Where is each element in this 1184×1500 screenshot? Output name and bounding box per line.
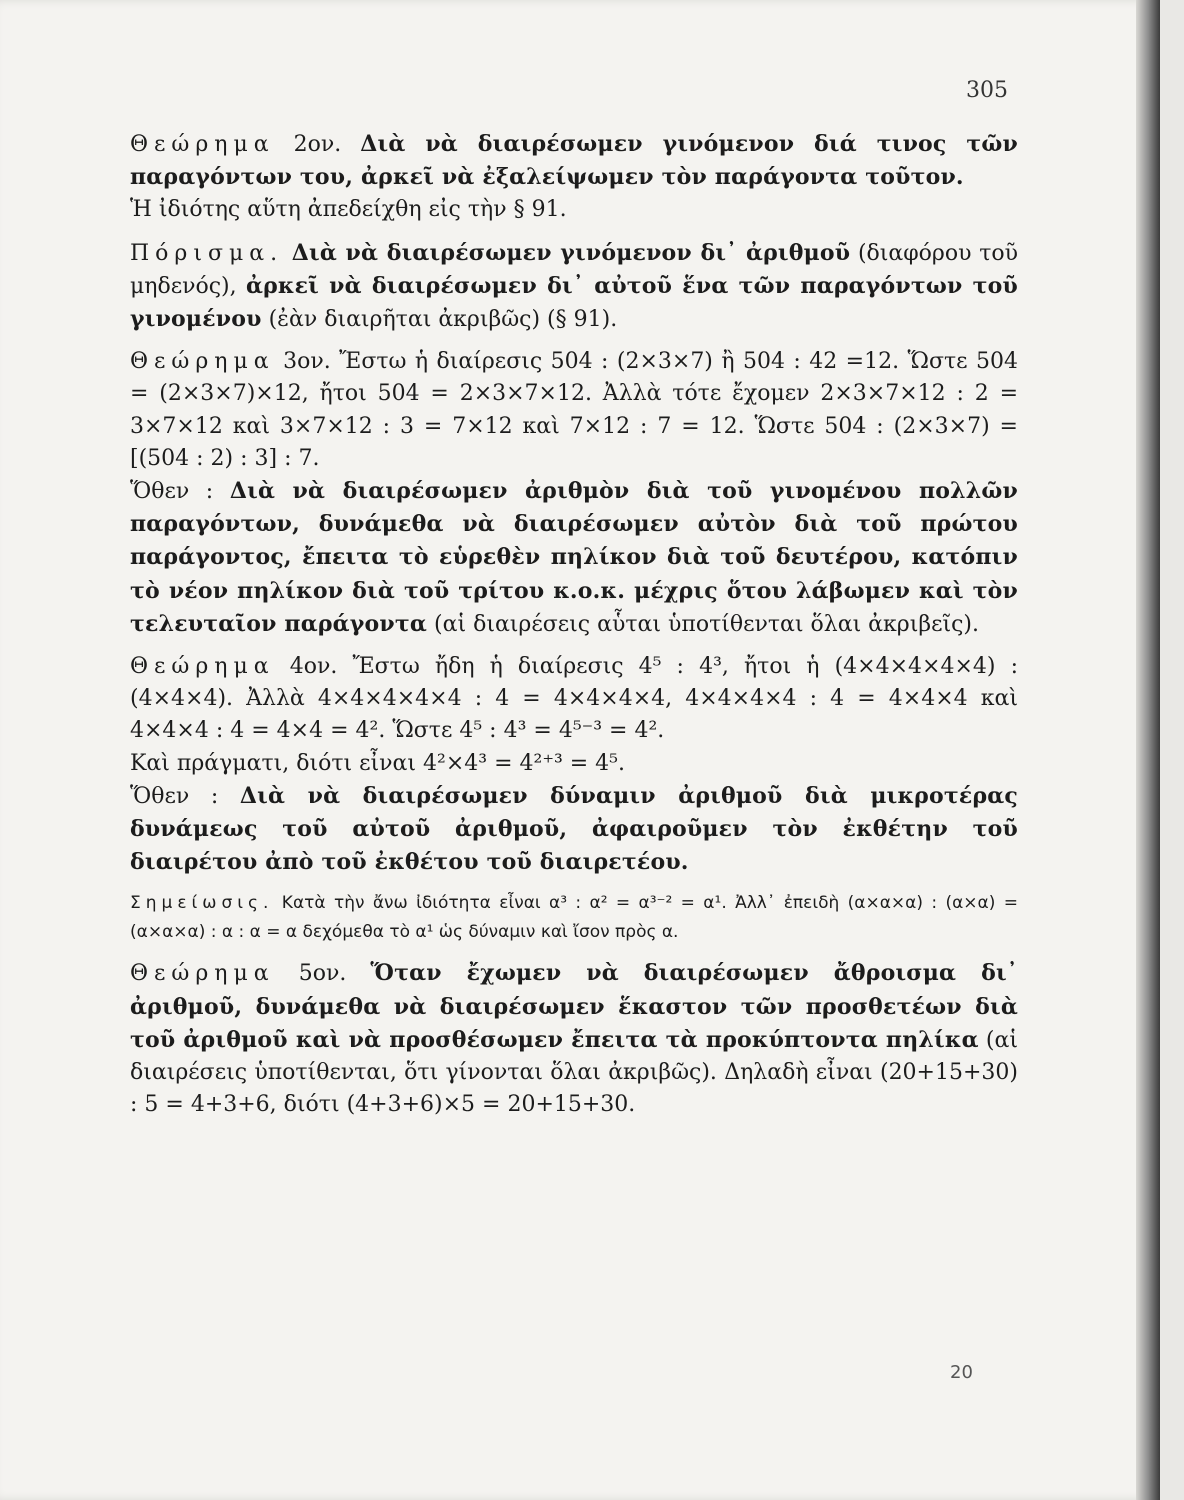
note bbox=[130, 889, 1018, 947]
theorem-5-statement: Ὅταν ἔχωμεν νὰ διαιρέσωμεν ἄθροισμα δι᾽ ἀριθμοῦ, δυνάμεθα νὰ διαιρέσωμεν ἕκαστον τῶν προσθετέων διὰ τοῦ ἀριθμοῦ καὶ νὰ προσθέσωμεν ἔπειτα τὰ προκύπτοντα πηλίκα bbox=[130, 960, 1018, 1053]
page-text bbox=[130, 128, 1018, 1121]
corollary-statement-2: ἀρκεῖ νὰ διαιρέσωμεν δι᾽ αὐτοῦ ἕνα τῶν παραγόντων τοῦ γινομένου bbox=[130, 272, 1018, 333]
theorem-2 bbox=[130, 128, 1018, 194]
theorem-3-remark: (αἱ διαιρέσεις αὗται ὑποτίθενται ὅλαι ἀκριβεῖς). bbox=[427, 611, 979, 637]
theorem-3-conclusion bbox=[130, 475, 1018, 641]
theorem-5-number: 5ον. bbox=[274, 961, 371, 987]
theorem-3-text: 3ον. Ἔστω ἡ διαίρεσις 504 : (2×3×7) ἢ 504 : 42 =12. Ὥστε 504 = (2×3×7)×12, ἤτοι 504 = 2×3×7×12. Ἀλλὰ τότε ἔχομεν 2×3×7×12 : 2 = 3×7×12 καὶ 3×7×12 : 3 = 7×12 καὶ 7×12 : 7 = 12. Ὥστε 504 : (2×3×7) = [(504 : 2) : 3] : 7. bbox=[130, 349, 1018, 471]
theorem-5-example: (αἱ διαιρέσεις ὑποτίθενται, ὅτι γίνονται ὅλαι ἀκριβῶς). Δηλαδὴ εἶναι (20+15+30) : 5 = 4+3+6, διότι (4+3+6)×5 = 20+15+30. bbox=[130, 1027, 1018, 1118]
page-edge-shadow bbox=[1136, 0, 1160, 1500]
theorem-3-hence: Ὅθεν : bbox=[130, 479, 230, 505]
corollary-aside: (διαφόρου τοῦ μηδενός), bbox=[130, 240, 1018, 299]
corollary-label: Πόρισμα. bbox=[130, 240, 284, 266]
note-label: Σημείωσις. bbox=[130, 893, 274, 914]
theorem-2-statement: Διὰ νὰ διαιρέσωμεν γινόμενον διά τινος τῶν παραγόντων του, ἀρκεῖ νὰ ἐξαλείψωμεν τὸν παράγοντα τοῦτον. bbox=[130, 131, 1018, 191]
theorem-4-label: Θεώρημα bbox=[130, 654, 275, 680]
theorem-4-verification bbox=[130, 748, 1018, 780]
theorem-4 bbox=[130, 651, 1018, 748]
theorem-2-label: Θεώρημα bbox=[130, 132, 275, 157]
theorem-2-number: 2ον. bbox=[274, 132, 361, 157]
theorem-4-text: 4ον. Ἔστω ἤδη ἡ διαίρεσις 4⁵ : 4³, ἤτοι ἡ (4×4×4×4×4) : (4×4×4). Ἀλλὰ 4×4×4×4×4 : 4 = 4×4×4×4, 4×4×4×4 : 4 = 4×4×4 καὶ 4×4×4 : 4 = 4×4 = 4². Ὥστε 4⁵ : 4³ = 4⁵⁻³ = 4². bbox=[130, 654, 1018, 744]
theorem-5-label: Θεώρημα bbox=[130, 961, 275, 987]
corollary-statement-1: Διὰ νὰ διαιρέσωμεν γινόμενον δι᾽ ἀριθμοῦ bbox=[283, 239, 851, 266]
theorem-4-statement: Διὰ νὰ διαιρέσωμεν δύναμιν ἀριθμοῦ διὰ μικροτέρας δυνάμεως τοῦ αὐτοῦ ἀριθμοῦ, ἀφαιροῦμεν τὸν ἐκθέτην τοῦ διαιρέτου ἀπὸ τοῦ ἐκθέτου τοῦ διαιρετέου. bbox=[130, 782, 1018, 876]
corollary bbox=[130, 237, 1018, 337]
theorem-3-statement: Διὰ νὰ διαιρέσωμεν ἀριθμὸν διὰ τοῦ γινομένου πολλῶν παραγόντων, δυνάμεθα νὰ διαιρέσωμεν αὐτὸν διὰ τοῦ πρώτου παράγοντος, ἔπειτα τὸ εὑρεθὲν πηλίκον διὰ τοῦ δευτέρου, κατόπιν τὸ νέον πηλίκον διὰ τοῦ τρίτου κ.ο.κ. μέχρις ὅτου λάβωμεν καὶ τὸν τελευταῖον παράγοντα bbox=[130, 478, 1019, 637]
theorem-3 bbox=[130, 346, 1018, 475]
theorem-2-proof bbox=[130, 194, 1018, 226]
theorem-4-hence: Ὅθεν : bbox=[130, 783, 240, 809]
note-text: Κατὰ τὴν ἄνω ἰδιότητα εἶναι α³ : α² = α³⁻² = α¹. Ἀλλ᾽ ἐπειδὴ (α×α×α) : (α×α) = (α×α×α) : α : α = α δεχόμεθα τὸ α¹ ὡς δύναμιν καὶ ἴσον πρὸς α. bbox=[130, 893, 1018, 943]
corollary-condition: (ἐὰν διαιρῆται ἀκριβῶς) (§ 91). bbox=[261, 307, 618, 333]
theorem-5 bbox=[130, 957, 1018, 1121]
theorem-4-conclusion bbox=[130, 780, 1018, 880]
theorem-4-indeed: Καὶ πράγματι, διότι εἶναι 4²×4³ = 4²⁺³ = 4⁵. bbox=[130, 750, 625, 776]
theorem-3-label: Θεώρημα bbox=[130, 349, 275, 375]
signature-mark: 20 bbox=[950, 1362, 973, 1383]
theorem-2-proof-text: Ἡ ἰδιότης αὕτη ἀπεδείχθη εἰς τὴν § 91. bbox=[130, 197, 567, 223]
page-number: 305 bbox=[966, 78, 1008, 103]
